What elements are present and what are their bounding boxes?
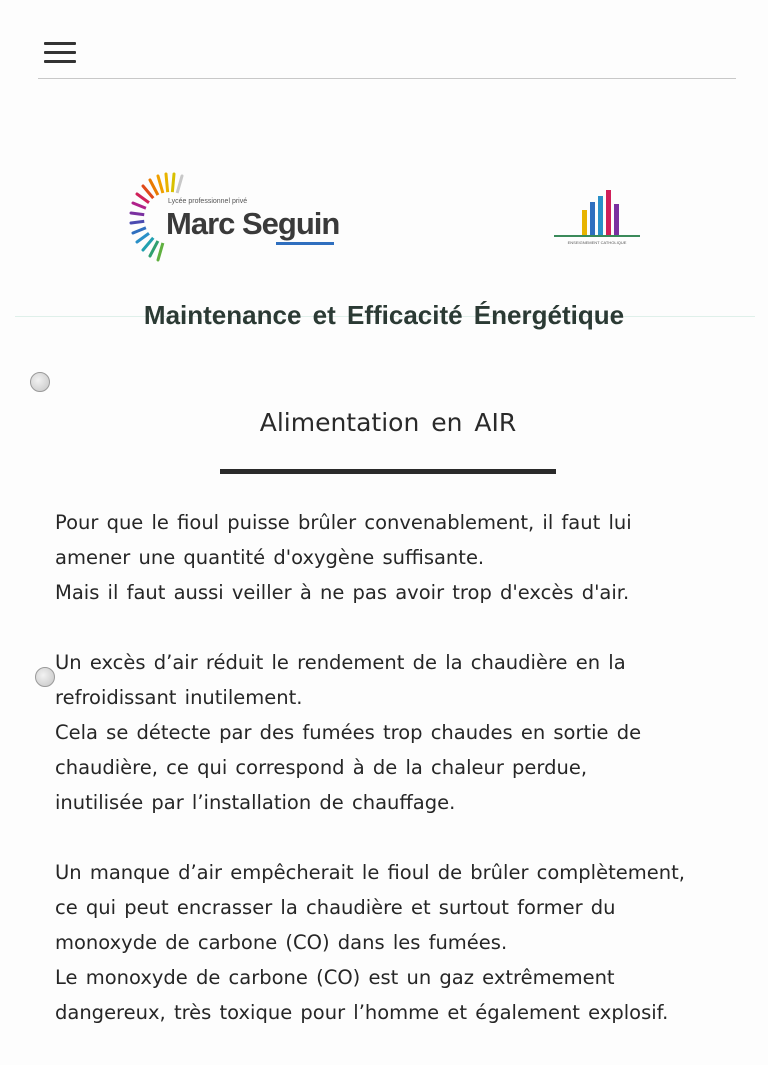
document-title: Maintenance et Efficacité Énergétique (143, 300, 625, 330)
header-divider (38, 78, 736, 79)
paragraph (55, 505, 735, 610)
partner-logo-text: ENSEIGNEMENT CATHOLIQUE (567, 240, 627, 245)
text-line: ce qui peut encrasser la chaudière et surtout former du (55, 896, 616, 919)
school-logo (128, 168, 348, 268)
top-bar (0, 0, 768, 80)
hamburger-menu-icon[interactable] (44, 42, 76, 66)
paragraph (55, 645, 735, 820)
text-line: Cela se détecte par des fumées trop chaudes en sortie de (55, 721, 642, 744)
text-line: chaudière, ce qui correspond à de la chaleur perdue, (55, 756, 588, 779)
text-line: refroidissant inutilement. (55, 686, 303, 709)
text-line: Pour que le fioul puisse brûler convenablement, il faut lui (55, 511, 632, 534)
text-line: Mais il faut aussi veiller à ne pas avoir trop d'excès d'air. (55, 581, 630, 604)
text-line: amener une quantité d'oxygène suffisante. (55, 546, 485, 569)
text-line: Un manque d’air empêcherait le fioul de brûler complètement, (55, 861, 685, 884)
logo-underline (276, 242, 334, 245)
subtitle-underline (220, 469, 556, 474)
text-line: Un excès d’air réduit le rendement de la chaudière en la (55, 651, 626, 674)
binder-hole-icon (35, 667, 55, 687)
binder-hole-icon (30, 372, 50, 392)
text-line: dangereux, très toxique pour l’homme et également explosif. (55, 1001, 669, 1024)
text-line: Le monoxyde de carbone (CO) est un gaz extrêmement (55, 966, 615, 989)
paragraph (55, 855, 735, 1030)
text-line: monoxyde de carbone (CO) dans les fumées. (55, 931, 508, 954)
body-text (55, 505, 735, 1065)
school-tagline: Lycée professionnel privé (168, 198, 248, 205)
document-subtitle: Alimentation en AIR (259, 408, 517, 437)
partner-logo (548, 180, 648, 250)
text-line: inutilisée par l’installation de chauffage. (55, 791, 456, 814)
building-bars-logo-icon (548, 180, 648, 250)
school-name: Marc Seguin (166, 206, 340, 241)
